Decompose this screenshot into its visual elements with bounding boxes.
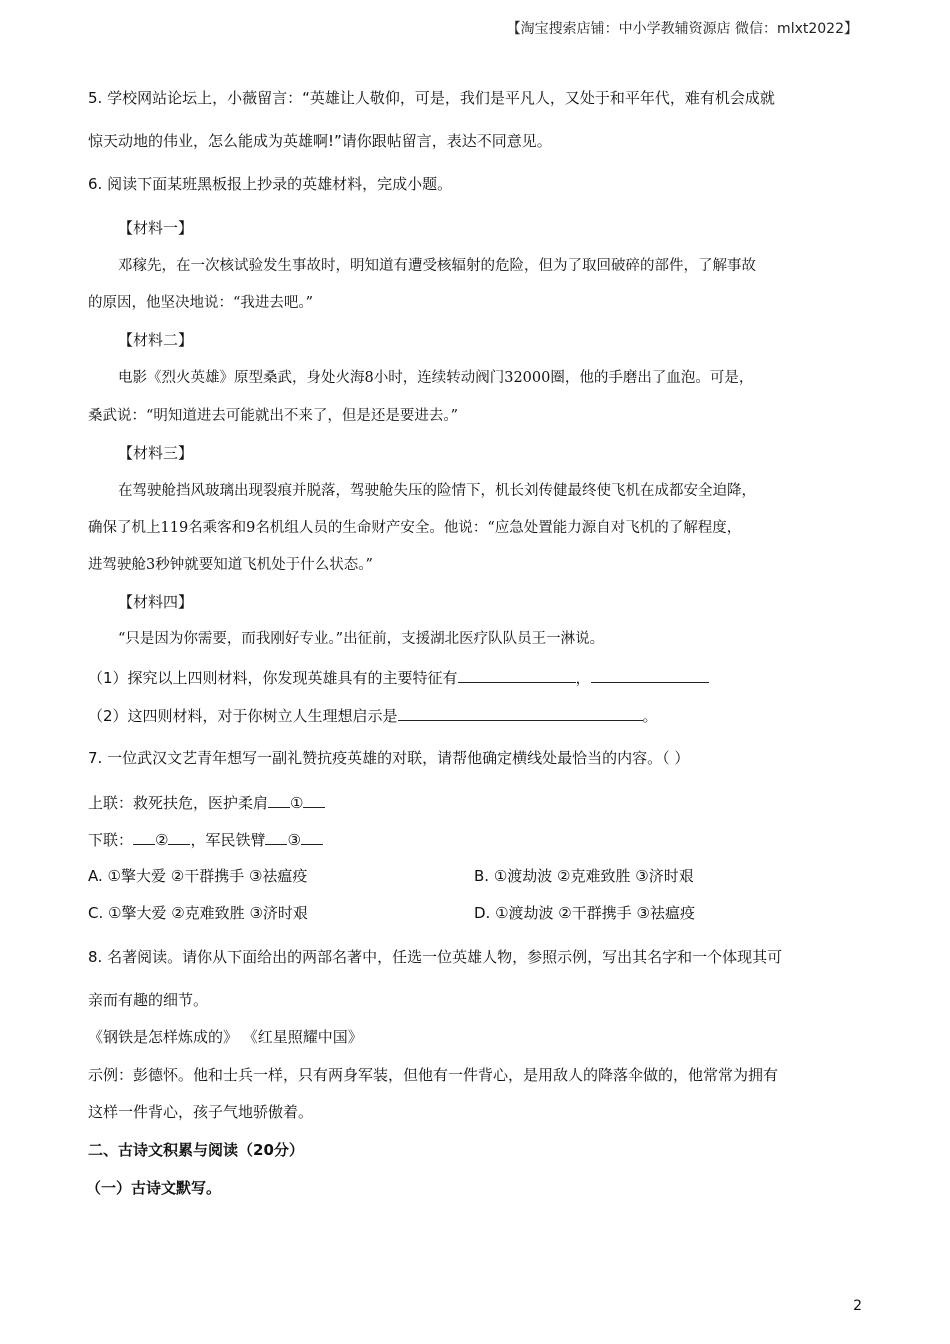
- sub1-text: （1）探究以上四则材料，你发现英雄具有的主要特征有: [88, 669, 458, 687]
- couplet-blank-1: ①: [290, 794, 304, 812]
- q8-line1: 8. 名著阅读。请你从下面给出的两部名著中，任选一位英雄人物，参照示例，写出其名字和一个体现其可: [88, 948, 783, 966]
- couplet-blank-2: ②: [155, 831, 169, 849]
- q6-subquestion-1: [88, 667, 709, 688]
- material3-title: 【材料三】: [118, 444, 194, 462]
- blank-line: [265, 829, 287, 845]
- section2-title: 二、古诗文积累与阅读（20分）: [88, 1141, 304, 1159]
- blank-line: [268, 792, 290, 808]
- material3-line1: 在驾驶舱挡风玻璃出现裂痕并脱落，驾驶舱失压的险情下，机长刘传健最终使飞机在成都安全迫降，: [118, 483, 756, 499]
- couplet-lower-label: 下联：: [88, 831, 134, 849]
- material2-title: 【材料二】: [118, 331, 194, 349]
- material1-title: 【材料一】: [118, 219, 194, 237]
- q8-books: 《钢铁是怎样炼成的》 《红星照耀中国》: [88, 1028, 363, 1046]
- q6-intro: 6. 阅读下面某班黑板报上抄录的英雄材料，完成小题。: [88, 175, 453, 193]
- q8-example-line1: 示例：彭德怀。他和士兵一样，只有两身军装，但他有一件背心，是用敌人的降落伞做的，他常常为拥有: [88, 1066, 779, 1084]
- q6-subquestion-2: [88, 705, 658, 726]
- material3-line2: 确保了机上119名乘客和9名机组人员的生命财产安全。他说：“应急处置能力源自对飞机的了解程度，: [88, 520, 742, 536]
- answer-blank-1[interactable]: [458, 667, 576, 683]
- page-header: 【淘宝搜索店铺：中小学教辅资源店 微信：mlxt2022】: [506, 21, 858, 37]
- couplet-lower: [88, 829, 323, 850]
- blank-line: [168, 829, 190, 845]
- couplet-lower-mid: ，军民铁臂: [190, 831, 266, 849]
- couplet-upper: [88, 792, 325, 813]
- material3-line3: 进驾驶舱3秒钟就要知道飞机处于什么状态。”: [88, 557, 373, 573]
- q8-example-line2: 这样一件背心，孩子气地骄傲着。: [88, 1103, 314, 1121]
- blank-line: [303, 792, 325, 808]
- couplet-blank-3: ③: [287, 831, 301, 849]
- sub2-text: （2）这四则材料，对于你树立人生理想启示是: [88, 707, 398, 725]
- option-d[interactable]: D. ①渡劫波 ②干群携手 ③祛瘟疫: [474, 904, 695, 922]
- couplet-upper-label: 上联：救死扶危，医护柔肩: [88, 794, 269, 812]
- option-c[interactable]: C. ①擎大爱 ②克难致胜 ③济时艰: [88, 904, 308, 922]
- blank-line: [133, 829, 155, 845]
- section2-subtitle: （一）古诗文默写。: [86, 1179, 222, 1197]
- material1-line2: 的原因，他坚决地说：“我进去吧。”: [88, 295, 314, 311]
- sub1-separator: ，: [575, 669, 591, 687]
- material2-line1: 电影《烈火英雄》原型桑武，身处火海8小时，连续转动阀门32000圈，他的手磨出了血泡。可是，: [118, 370, 754, 386]
- q5-line1: 5. 学校网站论坛上，小薇留言：“英雄让人敬仰，可是，我们是平凡人，又处于和平年代，难有机会成就: [88, 89, 775, 107]
- option-a[interactable]: A. ①擎大爱 ②干群携手 ③祛瘟疫: [88, 867, 308, 885]
- material4-title: 【材料四】: [118, 593, 194, 611]
- blank-line: [301, 829, 323, 845]
- q7-stem: 7. 一位武汉文艺青年想写一副礼赞抗疫英雄的对联，请帮他确定横线处最恰当的内容。（ ）: [88, 749, 690, 767]
- q8-line2: 亲而有趣的细节。: [88, 991, 209, 1009]
- material2-line2: 桑武说：“明知道进去可能就出不来了，但是还是要进去。”: [88, 408, 459, 424]
- page-number: 2: [853, 1298, 862, 1314]
- material4-line1: “只是因为你需要，而我刚好专业。”出征前，支援湖北医疗队队员王一淋说。: [118, 631, 605, 647]
- q5-line2: 惊天动地的伟业，怎么能成为英雄啊!”请你跟帖留言，表达不同意见。: [88, 132, 552, 150]
- sub2-end: 。: [642, 707, 658, 725]
- option-b[interactable]: B. ①渡劫波 ②克难致胜 ③济时艰: [474, 867, 694, 885]
- answer-blank-2[interactable]: [591, 667, 709, 683]
- material1-line1: 邓稼先，在一次核试验发生事故时，明知道有遭受核辐射的危险，但为了取回破碎的部件，了解事故: [118, 258, 756, 274]
- answer-blank-3[interactable]: [398, 705, 643, 721]
